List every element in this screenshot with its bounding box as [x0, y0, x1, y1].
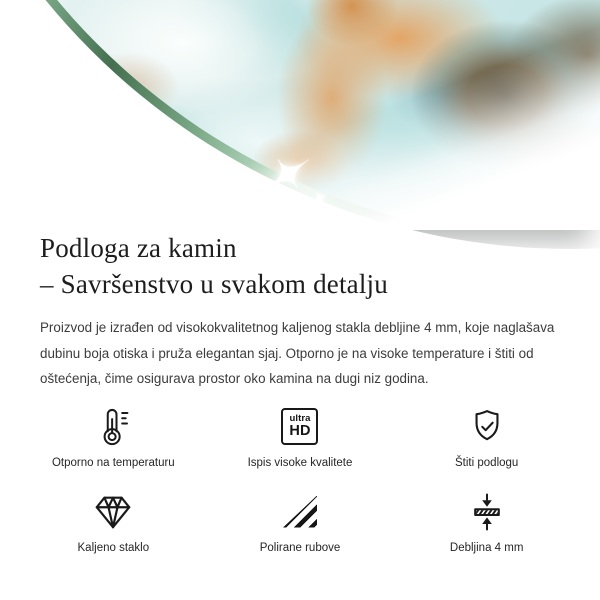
- feature-label: Otporno na temperaturu: [51, 456, 175, 469]
- thermometer-icon: [93, 406, 133, 448]
- feature-protection: [393, 406, 580, 469]
- uhd-badge-bottom-text: HD: [289, 423, 311, 439]
- feature-label: Štiti podlogu: [455, 456, 519, 469]
- feature-tempered-glass: [20, 491, 207, 554]
- image-bottom-fade: [0, 0, 600, 230]
- feature-label: Ispis visoke kvalitete: [247, 456, 353, 469]
- title-line-2: – Savršenstvo u svakom detalju: [40, 269, 388, 299]
- thickness-compress-icon: [467, 491, 507, 533]
- uhd-badge-top-text: ultra: [289, 413, 311, 424]
- feature-temperature: [20, 406, 207, 469]
- feature-label: Kaljeno staklo: [77, 541, 150, 554]
- feature-polished-edges: [207, 491, 394, 554]
- product-description: Proizvod je izrađen od visokokvalitetnog kaljenog stakla debljine 4 mm, koje naglašava dubinu boja otiska i pruža elegantan sjaj. Otporno je na visoke temperature i štiti od oštećenja, čime osigurava prostor oko kamina na dugi niz godina.: [40, 320, 555, 386]
- feature-label: Polirane rubove: [259, 541, 341, 554]
- product-image: [0, 0, 600, 230]
- features-grid: [20, 406, 580, 554]
- feature-print-quality: [207, 406, 394, 469]
- product-text-content: [0, 230, 600, 554]
- diamond-icon: [91, 491, 135, 533]
- feature-label: Debljina 4 mm: [449, 541, 524, 554]
- shield-check-icon: [467, 406, 507, 448]
- feature-thickness: [393, 491, 580, 554]
- title-line-1: Podloga za kamin: [40, 233, 237, 263]
- ultra-hd-badge-icon: [281, 406, 318, 448]
- page-title: [40, 230, 560, 302]
- polished-edges-icon: [283, 491, 317, 533]
